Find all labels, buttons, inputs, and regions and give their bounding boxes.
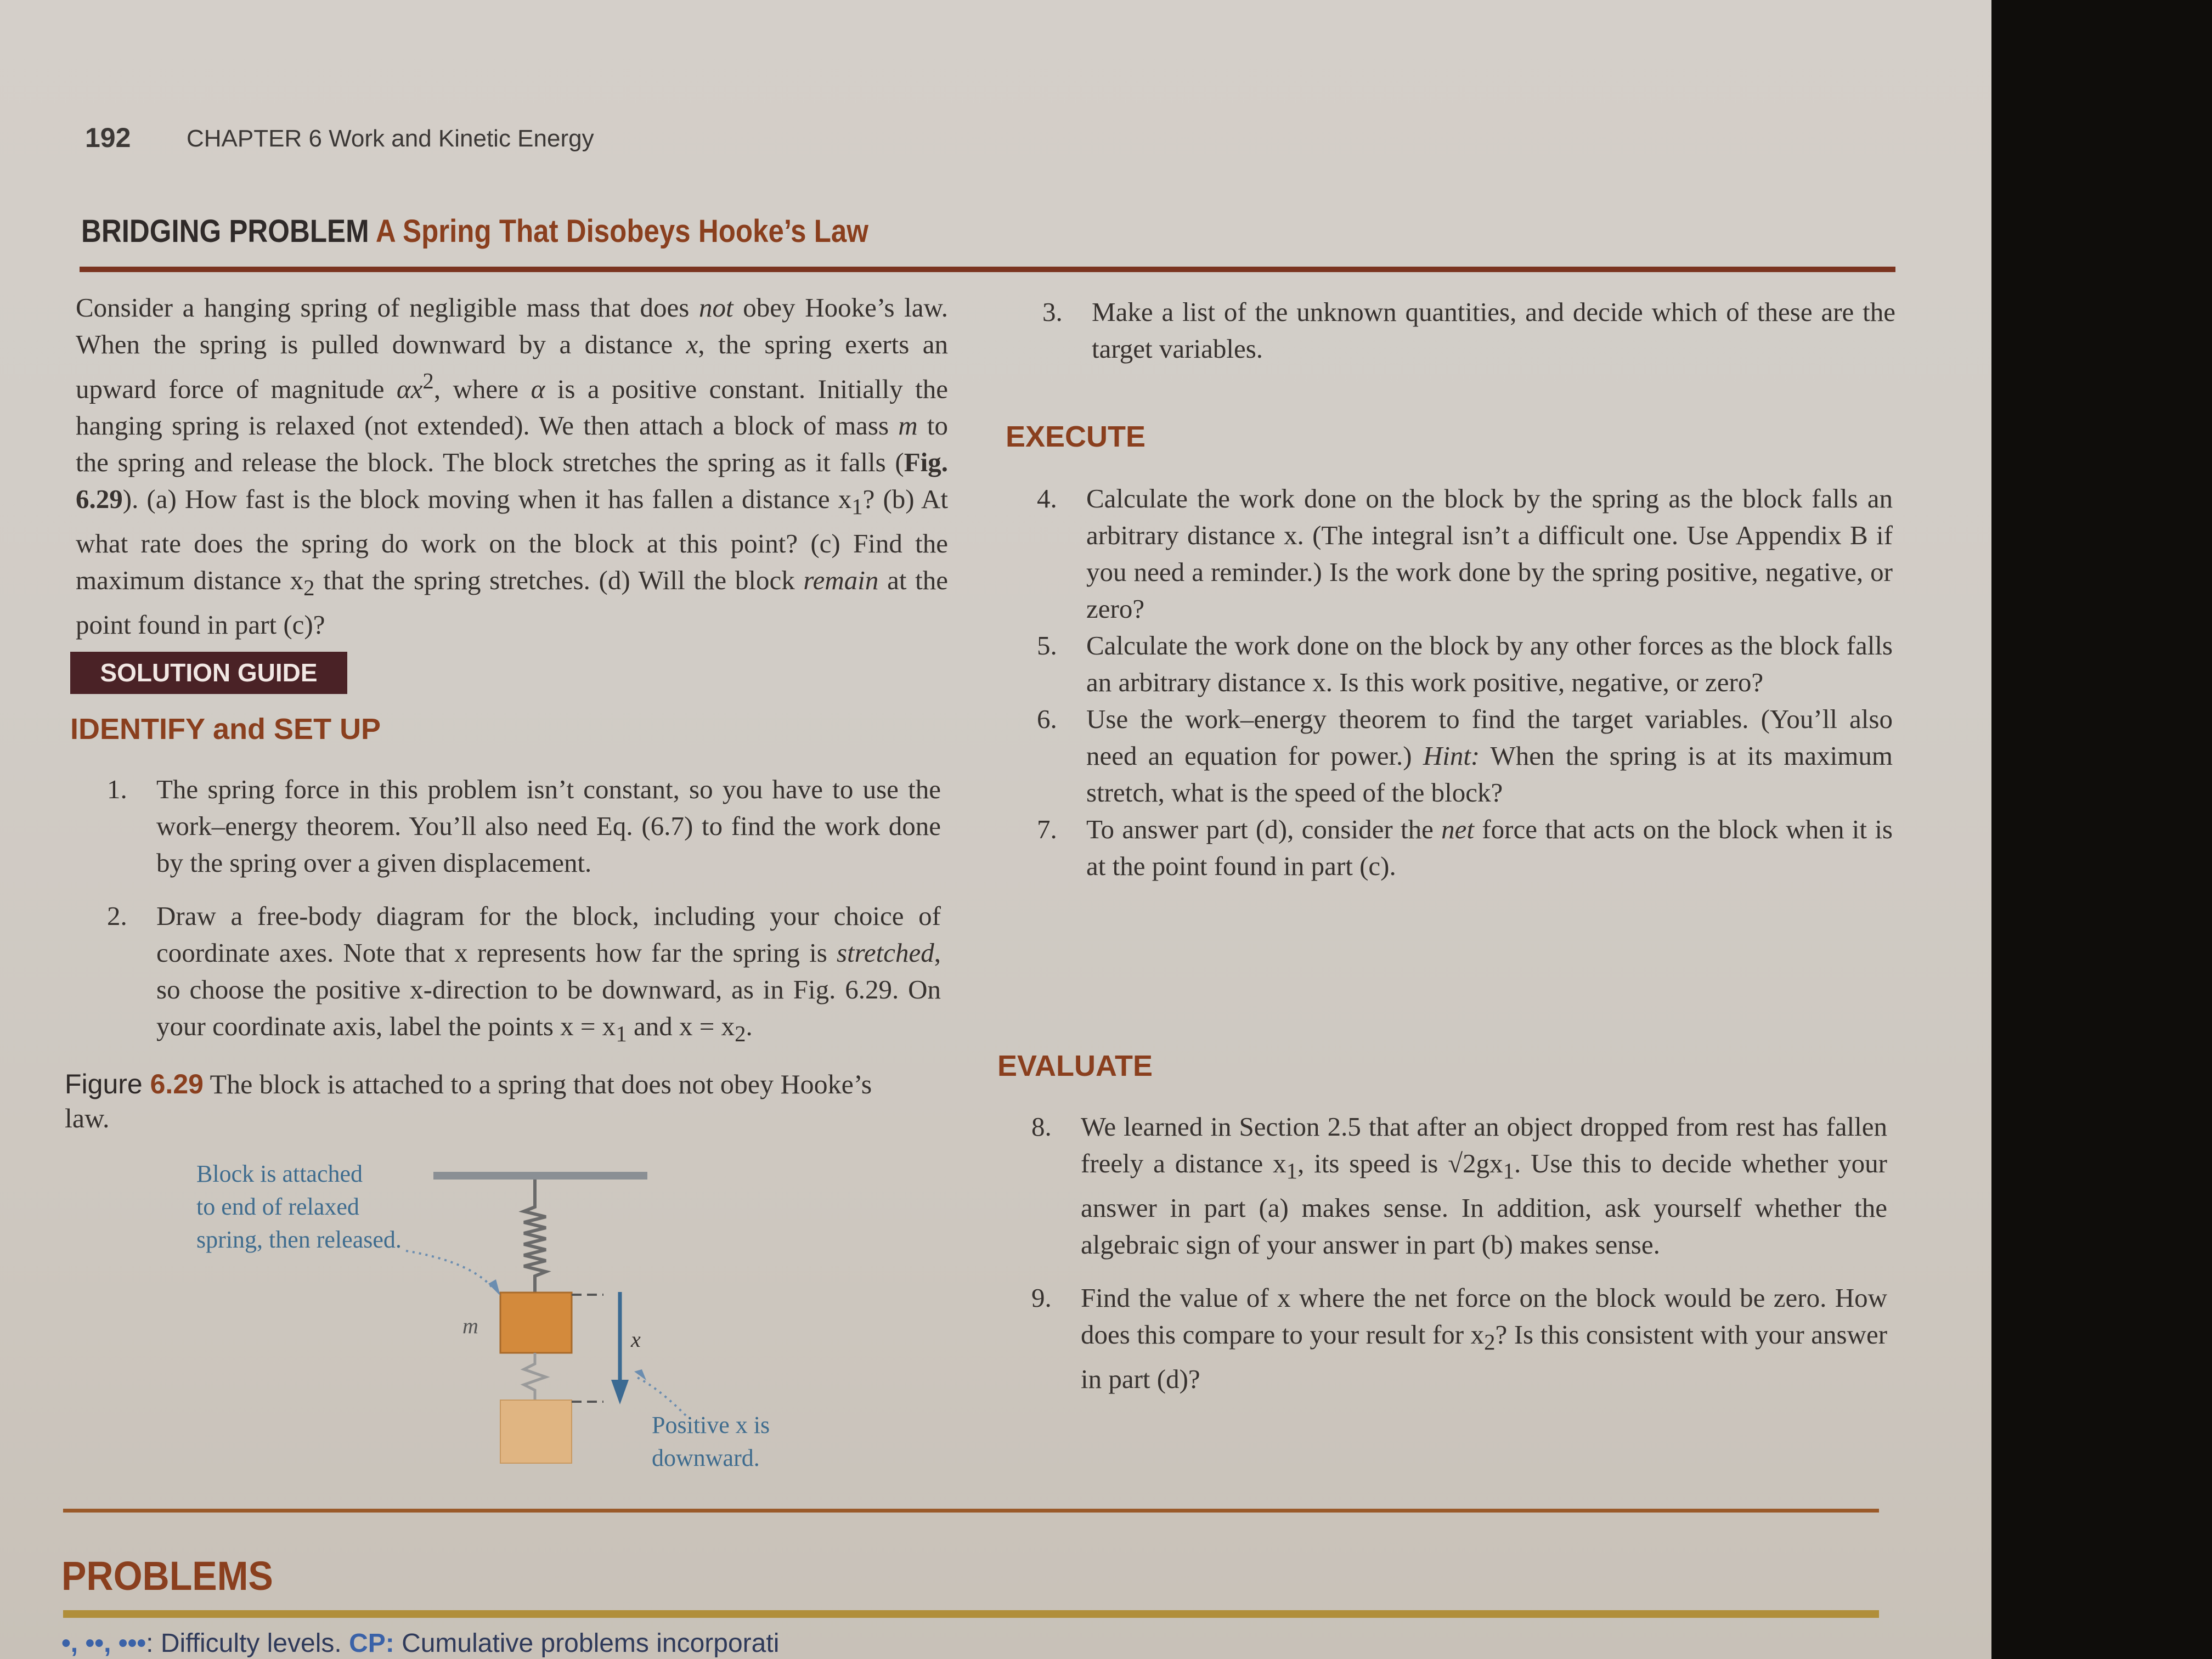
chapter-header: CHAPTER 6 Work and Kinetic Energy	[187, 125, 594, 152]
figure-caption: Figure 6.29 The block is attached to a spring that does not obey Hooke’s law.	[65, 1069, 872, 1133]
problems-bottom-rule	[63, 1610, 1879, 1618]
step-2: 2. Draw a free-body diagram for the block, including your choice of coordinate axes. Note that x represents how far the spring is stretched, so choose the positive x-direction to be downward, as in Fig. 6.29. On your coordinate axis, label the points $x = x_1$ and $x = x_2$.	[107, 901, 941, 1046]
steps-execute	[1037, 480, 1893, 884]
steps-setup-cont	[1042, 294, 1895, 367]
step-6: 6. Use the work–energy theorem to find the target variables. (You’ll also need an equation for power.) Hint: When the spring is at its maximum stretch, what is the speed of the block?	[1037, 704, 1893, 808]
page-number: 192	[85, 122, 131, 153]
axis-label: x	[631, 1327, 641, 1352]
callout-released: Block is attached to end of relaxed spring, then released.	[196, 1160, 402, 1253]
background-edge	[1991, 0, 2212, 1659]
difficulty-legend: •, ••, •••: Difficulty levels. CP: Cumulative problems incorporati	[61, 1629, 780, 1658]
heading-rule	[80, 267, 1895, 272]
block-stretched	[500, 1400, 572, 1463]
difficulty-dots: •, ••, •••	[61, 1629, 146, 1658]
step-4: 4. Calculate the work done on the block by the spring as the block falls an arbitrary distance x. (The integral isn’t a difficult one. Use Appendix B if you need a reminder.) Is the work done by the spring positive, negative, or zero?	[1037, 483, 1893, 624]
step-8: 8. We learned in Section 2.5 that after an object dropped from rest has fallen freely a distance $x_1$, its speed is $√2gx_1$. Use this to decide whether your answer in part (a) makes sense. In addition, ask yourself whether the algebraic sign of your answer in part (b) makes sense.	[1031, 1111, 1887, 1260]
step-3: 3. Make a list of the unknown quantities, and decide which of these are the target variables.	[1042, 297, 1895, 364]
problem-statement: Consider a hanging spring of negligible mass that does not obey Hooke’s law. When the spring is pulled downward by a distance x, the spring exerts an upward force of magnitude $\alpha x^2$, where α is a positive constant. Initially the hanging spring is relaxed (not extended). We then attach a block of mass m to the spring and release the block. The block stretches the spring as it falls (Fig. 6.29). (a) How fast is the block moving when it has fallen a distance $x_1$? (b) At what rate does the spring do work on the block at this point? (c) Find the maximum distance $x_2$ that the spring stretches. (d) Will the block remain at the point found in part (c)?	[76, 292, 948, 640]
bridging-problem-title: A Spring That Disobeys Hooke’s Law	[375, 213, 868, 249]
section-execute: EXECUTE	[1006, 420, 1146, 453]
problems-heading: PROBLEMS	[61, 1553, 273, 1599]
spring-coil	[524, 1180, 546, 1293]
ceiling-support	[433, 1172, 647, 1180]
step-1: 1. The spring force in this problem isn’t constant, so you have to use the work–energy theorem. You’ll also need Eq. (6.7) to find the work done by the spring over a given displacement.	[107, 774, 941, 878]
step-5: 5. Calculate the work done on the block by any other forces as the block falls an arbitrary distance x. Is this work positive, negative, or zero?	[1037, 630, 1893, 697]
solution-guide-badge: SOLUTION GUIDE	[70, 652, 347, 694]
section-identify: IDENTIFY and SET UP	[70, 713, 381, 746]
section-evaluate: EVALUATE	[997, 1049, 1153, 1082]
steps-evaluate	[1031, 1108, 1887, 1397]
steps-identify	[107, 771, 941, 1052]
mass-label: m	[462, 1313, 478, 1338]
block-released	[500, 1293, 572, 1353]
problems-top-rule	[63, 1509, 1879, 1513]
bridging-problem-label: BRIDGING PROBLEM	[81, 213, 369, 249]
callout-a-leader	[406, 1251, 494, 1289]
positive-x-arrow-head	[611, 1380, 629, 1404]
step-7: 7. To answer part (d), consider the net force that acts on the block when it is at the point found in part (c).	[1037, 814, 1893, 881]
step-9: 9. Find the value of x where the net force on the block would be zero. How does this compare to your result for $x_2$? Is this consistent with your answer in part (d)?	[1031, 1282, 1888, 1394]
callout-positive-x: Positive x is downward.	[652, 1412, 770, 1471]
figure-reference: Fig. 6.29	[76, 447, 948, 515]
callout-b-arrow-icon	[634, 1369, 646, 1380]
callout-a-arrow-icon	[488, 1279, 500, 1296]
spring-stretched	[524, 1353, 546, 1400]
bridging-problem-heading	[81, 213, 868, 250]
